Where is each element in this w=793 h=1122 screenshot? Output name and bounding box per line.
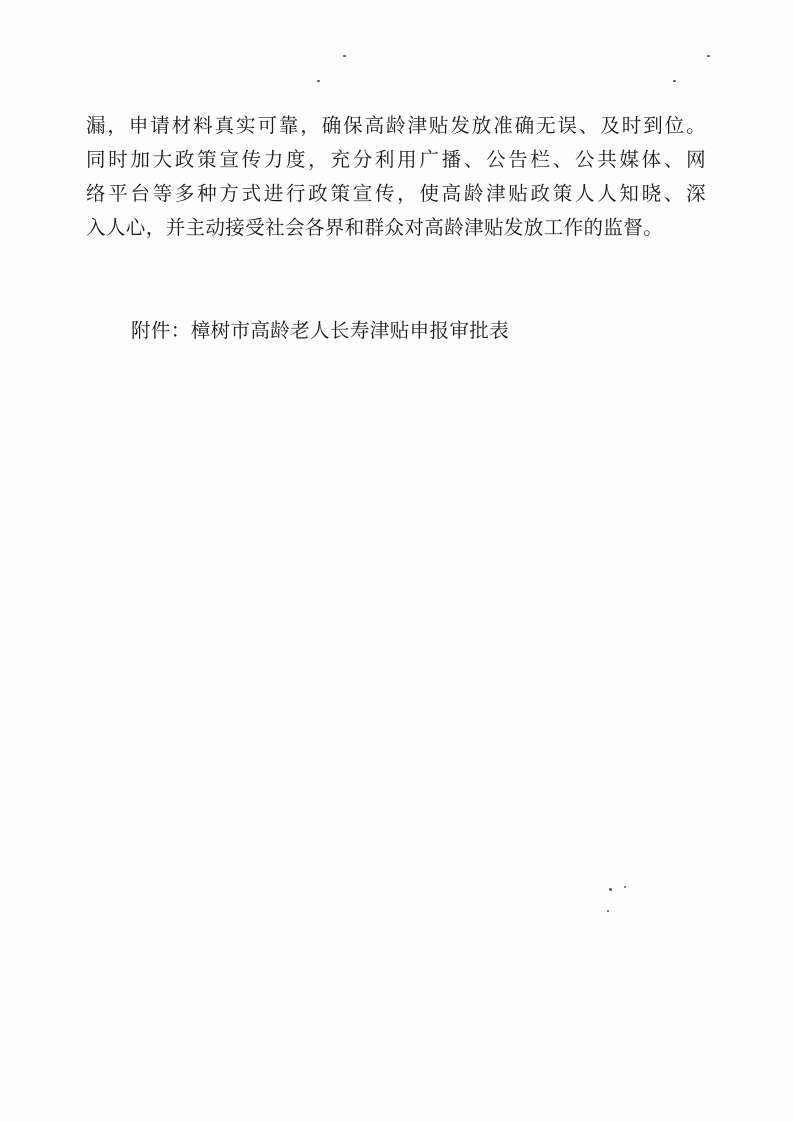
scan-speck xyxy=(609,888,612,891)
scan-speck xyxy=(624,886,626,888)
scan-speck xyxy=(707,55,710,57)
attachment-line: 附件：樟树市高龄老人长寿津贴申报审批表 xyxy=(131,319,510,342)
paragraph-line: 同时加大政策宣传力度，充分利用广播、公告栏、公共媒体、网 xyxy=(86,148,706,171)
paragraph-line: 漏，申请材料真实可靠，确保高龄津贴发放准确无误、及时到位。 xyxy=(86,114,706,137)
body-paragraph xyxy=(86,109,706,245)
scan-speck xyxy=(343,55,346,57)
scan-speck xyxy=(673,80,676,82)
scan-speck xyxy=(317,80,320,82)
scan-speck xyxy=(607,910,609,912)
paragraph-line: 络平台等多种方式进行政策宣传，使高龄津贴政策人人知晓、深 xyxy=(86,182,706,205)
paragraph-line: 入人心，并主动接受社会各界和群众对高龄津贴发放工作的监督。 xyxy=(86,216,664,239)
